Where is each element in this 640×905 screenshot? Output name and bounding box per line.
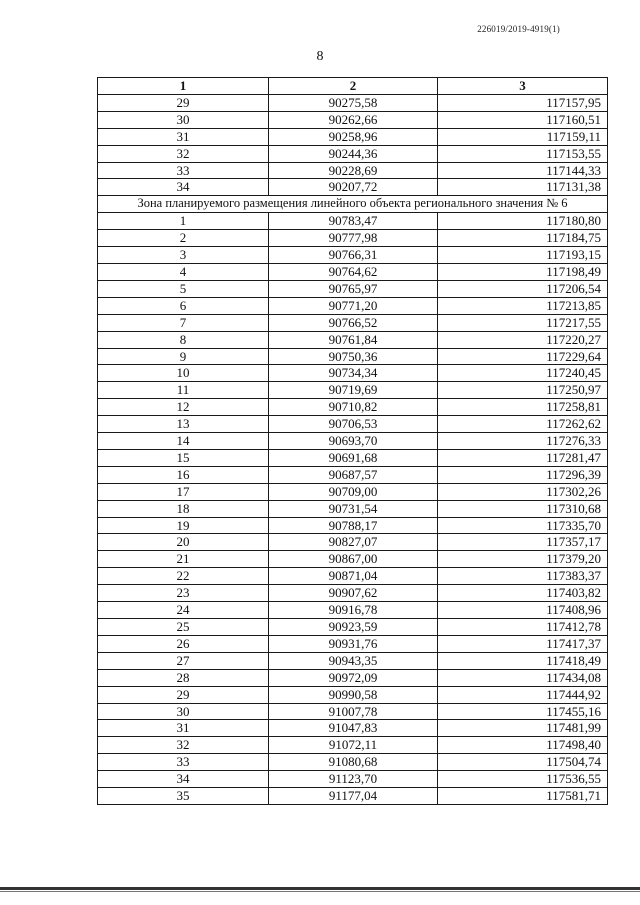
point-number-cell: 8 xyxy=(98,331,269,348)
point-number-cell: 4 xyxy=(98,263,269,280)
table-row xyxy=(98,449,608,466)
y-coordinate-cell: 117159,11 xyxy=(438,128,608,145)
point-number-cell: 30 xyxy=(98,111,269,128)
point-number-cell: 26 xyxy=(98,635,269,652)
x-coordinate-cell: 90766,52 xyxy=(269,314,438,331)
y-coordinate-cell: 117184,75 xyxy=(438,230,608,247)
x-coordinate-cell: 90709,00 xyxy=(269,483,438,500)
point-number-cell: 15 xyxy=(98,449,269,466)
point-number-cell: 2 xyxy=(98,230,269,247)
y-coordinate-cell: 117157,95 xyxy=(438,94,608,111)
y-coordinate-cell: 117379,20 xyxy=(438,551,608,568)
y-coordinate-cell: 117310,68 xyxy=(438,500,608,517)
point-number-cell: 22 xyxy=(98,568,269,585)
y-coordinate-cell: 117250,97 xyxy=(438,382,608,399)
x-coordinate-cell: 90734,34 xyxy=(269,365,438,382)
y-coordinate-cell: 117220,27 xyxy=(438,331,608,348)
x-coordinate-cell: 91080,68 xyxy=(269,754,438,771)
x-coordinate-cell: 90764,62 xyxy=(269,263,438,280)
y-coordinate-cell: 117180,80 xyxy=(438,213,608,230)
x-coordinate-cell: 90710,82 xyxy=(269,399,438,416)
table-row xyxy=(98,602,608,619)
x-coordinate-cell: 90990,58 xyxy=(269,686,438,703)
x-coordinate-cell: 90972,09 xyxy=(269,669,438,686)
point-number-cell: 3 xyxy=(98,247,269,264)
bottom-scan-edge-thin xyxy=(0,891,640,892)
point-number-cell: 20 xyxy=(98,534,269,551)
x-coordinate-cell: 90777,98 xyxy=(269,230,438,247)
x-coordinate-cell: 90275,58 xyxy=(269,94,438,111)
y-coordinate-cell: 117276,33 xyxy=(438,433,608,450)
point-number-cell: 34 xyxy=(98,771,269,788)
y-coordinate-cell: 117581,71 xyxy=(438,788,608,805)
table-row xyxy=(98,145,608,162)
x-coordinate-cell: 91123,70 xyxy=(269,771,438,788)
page-number: 8 xyxy=(316,49,324,64)
x-coordinate-cell: 90907,62 xyxy=(269,585,438,602)
point-number-cell: 33 xyxy=(98,162,269,179)
x-coordinate-cell: 90706,53 xyxy=(269,416,438,433)
point-number-cell: 28 xyxy=(98,669,269,686)
y-coordinate-cell: 117281,47 xyxy=(438,449,608,466)
x-coordinate-cell: 91177,04 xyxy=(269,788,438,805)
table-row xyxy=(98,111,608,128)
x-coordinate-cell: 90943,35 xyxy=(269,652,438,669)
x-coordinate-cell: 90719,69 xyxy=(269,382,438,399)
x-coordinate-cell: 90244,36 xyxy=(269,145,438,162)
point-number-cell: 9 xyxy=(98,348,269,365)
table-body-previous-zone xyxy=(98,94,608,195)
zone-title-row xyxy=(98,196,608,213)
table-row xyxy=(98,534,608,551)
table-row xyxy=(98,669,608,686)
table-row xyxy=(98,551,608,568)
point-number-cell: 25 xyxy=(98,619,269,636)
table-row xyxy=(98,416,608,433)
x-coordinate-cell: 90693,70 xyxy=(269,433,438,450)
table-row xyxy=(98,399,608,416)
point-number-cell: 18 xyxy=(98,500,269,517)
point-number-cell: 17 xyxy=(98,483,269,500)
table-row xyxy=(98,737,608,754)
table-row xyxy=(98,652,608,669)
point-number-cell: 10 xyxy=(98,365,269,382)
x-coordinate-cell: 90207,72 xyxy=(269,179,438,196)
x-coordinate-cell: 90916,78 xyxy=(269,602,438,619)
y-coordinate-cell: 117193,15 xyxy=(438,247,608,264)
table-row xyxy=(98,297,608,314)
table-header-row xyxy=(98,78,608,95)
point-number-cell: 30 xyxy=(98,703,269,720)
point-number-cell: 6 xyxy=(98,297,269,314)
y-coordinate-cell: 117258,81 xyxy=(438,399,608,416)
y-coordinate-cell: 117206,54 xyxy=(438,280,608,297)
coordinates-table xyxy=(97,77,608,805)
x-coordinate-cell: 90228,69 xyxy=(269,162,438,179)
point-number-cell: 32 xyxy=(98,145,269,162)
table-row xyxy=(98,585,608,602)
point-number-cell: 23 xyxy=(98,585,269,602)
table-row xyxy=(98,720,608,737)
y-coordinate-cell: 117504,74 xyxy=(438,754,608,771)
point-number-cell: 5 xyxy=(98,280,269,297)
column-header-1: 1 xyxy=(98,78,269,95)
x-coordinate-cell: 90765,97 xyxy=(269,280,438,297)
table-row xyxy=(98,382,608,399)
table-row xyxy=(98,433,608,450)
table-row xyxy=(98,619,608,636)
table-row xyxy=(98,230,608,247)
y-coordinate-cell: 117160,51 xyxy=(438,111,608,128)
point-number-cell: 16 xyxy=(98,466,269,483)
table-row xyxy=(98,686,608,703)
y-coordinate-cell: 117417,37 xyxy=(438,635,608,652)
y-coordinate-cell: 117536,55 xyxy=(438,771,608,788)
x-coordinate-cell: 90258,96 xyxy=(269,128,438,145)
point-number-cell: 11 xyxy=(98,382,269,399)
column-header-2: 2 xyxy=(269,78,438,95)
y-coordinate-cell: 117498,40 xyxy=(438,737,608,754)
point-number-cell: 29 xyxy=(98,686,269,703)
point-number-cell: 35 xyxy=(98,788,269,805)
point-number-cell: 33 xyxy=(98,754,269,771)
zone-title: Зона планируемого размещения линейного объекта регионального значения № 6 xyxy=(98,196,608,213)
y-coordinate-cell: 117296,39 xyxy=(438,466,608,483)
table-row xyxy=(98,162,608,179)
x-coordinate-cell: 90788,17 xyxy=(269,517,438,534)
document-id: 226019/2019-4919(1) xyxy=(477,24,560,34)
y-coordinate-cell: 117434,08 xyxy=(438,669,608,686)
point-number-cell: 31 xyxy=(98,720,269,737)
bottom-scan-edge xyxy=(0,887,640,890)
point-number-cell: 29 xyxy=(98,94,269,111)
zone-section xyxy=(98,196,608,213)
y-coordinate-cell: 117403,82 xyxy=(438,585,608,602)
y-coordinate-cell: 117213,85 xyxy=(438,297,608,314)
point-number-cell: 13 xyxy=(98,416,269,433)
table-row xyxy=(98,771,608,788)
x-coordinate-cell: 91007,78 xyxy=(269,703,438,720)
x-coordinate-cell: 91072,11 xyxy=(269,737,438,754)
table-row xyxy=(98,314,608,331)
table-row xyxy=(98,517,608,534)
table-row xyxy=(98,263,608,280)
point-number-cell: 21 xyxy=(98,551,269,568)
x-coordinate-cell: 91047,83 xyxy=(269,720,438,737)
table-row xyxy=(98,466,608,483)
y-coordinate-cell: 117357,17 xyxy=(438,534,608,551)
table-row xyxy=(98,331,608,348)
table-row xyxy=(98,213,608,230)
table-body-zone-6 xyxy=(98,213,608,805)
table-row xyxy=(98,128,608,145)
table-row xyxy=(98,348,608,365)
table-row xyxy=(98,247,608,264)
y-coordinate-cell: 117262,62 xyxy=(438,416,608,433)
point-number-cell: 34 xyxy=(98,179,269,196)
y-coordinate-cell: 117229,64 xyxy=(438,348,608,365)
x-coordinate-cell: 90691,68 xyxy=(269,449,438,466)
point-number-cell: 14 xyxy=(98,433,269,450)
y-coordinate-cell: 117481,99 xyxy=(438,720,608,737)
x-coordinate-cell: 90867,00 xyxy=(269,551,438,568)
y-coordinate-cell: 117240,45 xyxy=(438,365,608,382)
x-coordinate-cell: 90931,76 xyxy=(269,635,438,652)
y-coordinate-cell: 117302,26 xyxy=(438,483,608,500)
x-coordinate-cell: 90761,84 xyxy=(269,331,438,348)
table-row xyxy=(98,365,608,382)
y-coordinate-cell: 117153,55 xyxy=(438,145,608,162)
point-number-cell: 24 xyxy=(98,602,269,619)
y-coordinate-cell: 117455,16 xyxy=(438,703,608,720)
y-coordinate-cell: 117418,49 xyxy=(438,652,608,669)
y-coordinate-cell: 117335,70 xyxy=(438,517,608,534)
y-coordinate-cell: 117217,55 xyxy=(438,314,608,331)
x-coordinate-cell: 90750,36 xyxy=(269,348,438,365)
x-coordinate-cell: 90871,04 xyxy=(269,568,438,585)
table-row xyxy=(98,568,608,585)
y-coordinate-cell: 117412,78 xyxy=(438,619,608,636)
point-number-cell: 1 xyxy=(98,213,269,230)
y-coordinate-cell: 117131,38 xyxy=(438,179,608,196)
y-coordinate-cell: 117383,37 xyxy=(438,568,608,585)
y-coordinate-cell: 117144,33 xyxy=(438,162,608,179)
point-number-cell: 19 xyxy=(98,517,269,534)
table-row xyxy=(98,179,608,196)
point-number-cell: 7 xyxy=(98,314,269,331)
x-coordinate-cell: 90783,47 xyxy=(269,213,438,230)
point-number-cell: 31 xyxy=(98,128,269,145)
y-coordinate-cell: 117444,92 xyxy=(438,686,608,703)
y-coordinate-cell: 117408,96 xyxy=(438,602,608,619)
x-coordinate-cell: 90923,59 xyxy=(269,619,438,636)
table-row xyxy=(98,703,608,720)
point-number-cell: 12 xyxy=(98,399,269,416)
table-row xyxy=(98,788,608,805)
point-number-cell: 27 xyxy=(98,652,269,669)
y-coordinate-cell: 117198,49 xyxy=(438,263,608,280)
x-coordinate-cell: 90687,57 xyxy=(269,466,438,483)
x-coordinate-cell: 90766,31 xyxy=(269,247,438,264)
point-number-cell: 32 xyxy=(98,737,269,754)
x-coordinate-cell: 90827,07 xyxy=(269,534,438,551)
table-row xyxy=(98,500,608,517)
table-row xyxy=(98,635,608,652)
table-row xyxy=(98,483,608,500)
table-row xyxy=(98,754,608,771)
x-coordinate-cell: 90731,54 xyxy=(269,500,438,517)
x-coordinate-cell: 90771,20 xyxy=(269,297,438,314)
column-header-3: 3 xyxy=(438,78,608,95)
table-row xyxy=(98,94,608,111)
table-row xyxy=(98,280,608,297)
x-coordinate-cell: 90262,66 xyxy=(269,111,438,128)
